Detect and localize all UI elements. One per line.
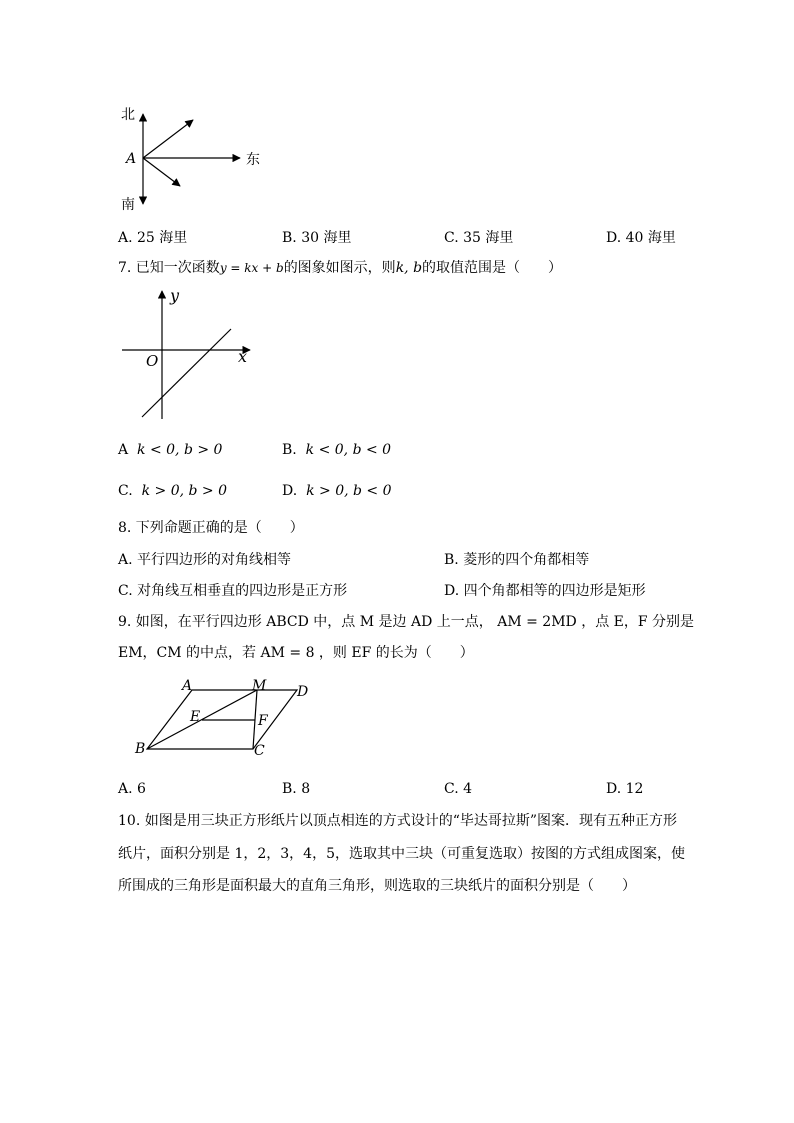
q7-option-a-expr: k < 0, b > 0 (137, 442, 223, 458)
compass-point-label: A (126, 151, 137, 167)
q9-parallelogram-diagram (130, 675, 320, 760)
q7-option-b-expr: k < 0, b < 0 (305, 442, 392, 458)
q7-origin-label: O (146, 352, 159, 370)
q9-label-e: E (190, 709, 201, 725)
q8-stem: 8. 下列命题正确的是（ ） (118, 520, 304, 536)
q7-stem-pre: 7. 已知一次函数 (118, 260, 220, 276)
q9-stem-line2: EM，CM 的中点，若 AM = 8 ，则 EF 的长为（ ） (118, 645, 474, 661)
q6-option-b: B. 30 海里 (282, 230, 352, 246)
q9-label-d: D (297, 684, 309, 700)
q7-option-b (282, 441, 391, 459)
q8-option-a: A. 平行四边形的对角线相等 (118, 552, 292, 568)
q10-stem-line1: 10. 如图是用三块正方形纸片以顶点相连的方式设计的“毕达哥拉斯”图案．现有五种正方形 (118, 813, 678, 829)
q7-stem-mid: 的图象如图示，则 (283, 260, 396, 276)
q7-option-d (282, 482, 392, 500)
q7-y-label: y (170, 286, 180, 305)
q7-option-d-letter: D. (282, 483, 298, 499)
q7-option-a (118, 441, 222, 459)
q10-stem-line3: 所围成的三角形是面积最大的直角三角形，则选取的三块纸片的面积分别是（ ） (118, 878, 636, 894)
q9-option-b: B. 8 (282, 781, 311, 797)
q9-option-a: A. 6 (118, 781, 146, 797)
q9-label-c: C (254, 743, 265, 759)
q9-label-b: B (135, 741, 146, 757)
northeast-arrow (143, 120, 193, 158)
q9-stem-line1: 9. 如图，在平行四边形 ABCD 中，点 M 是边 AD 上一点， AM = 2MD ，点 E，F 分别是 (118, 614, 695, 630)
q9-label-f: F (258, 713, 268, 729)
southeast-arrow (143, 158, 180, 186)
compass-north-label: 北 (121, 107, 135, 123)
q7-x-label: x (238, 347, 248, 366)
q7-option-c (118, 482, 227, 500)
q8-option-b: B. 菱形的四个角都相等 (444, 552, 590, 568)
q7-linear-graph (118, 285, 258, 425)
q7-stem-post: 的取值范围是（ ） (422, 260, 563, 276)
q8-option-d: D. 四个角都相等的四边形是矩形 (444, 583, 646, 599)
q9-option-d: D. 12 (606, 781, 644, 797)
q9-label-a: A (182, 678, 193, 694)
q7-option-d-expr: k > 0, b < 0 (306, 483, 392, 499)
q7-function-line (142, 329, 231, 417)
q8-option-c: C. 对角线互相垂直的四边形是正方形 (118, 583, 348, 599)
q7-option-a-letter: A (118, 442, 129, 458)
q7-vars: k, b (395, 260, 423, 276)
compass-east-label: 东 (246, 152, 260, 168)
q6-option-c: C. 35 海里 (444, 230, 514, 246)
q7-stem (118, 259, 562, 277)
q7-option-c-expr: k > 0, b > 0 (141, 483, 227, 499)
q10-stem-line2: 纸片，面积分别是 1，2，3，4，5，选取其中三块（可重复选取）按图的方式组成图案，使 (118, 846, 685, 862)
q7-option-c-letter: C. (118, 483, 133, 499)
q6-option-a: A. 25 海里 (118, 230, 188, 246)
q9-option-c: C. 4 (444, 781, 473, 797)
compass-south-label: 南 (121, 197, 135, 213)
q7-formula: y = kx + b (219, 261, 284, 275)
q9-label-m: M (252, 678, 267, 694)
q7-option-b-letter: B. (282, 442, 297, 458)
q6-option-d: D. 40 海里 (606, 230, 676, 246)
